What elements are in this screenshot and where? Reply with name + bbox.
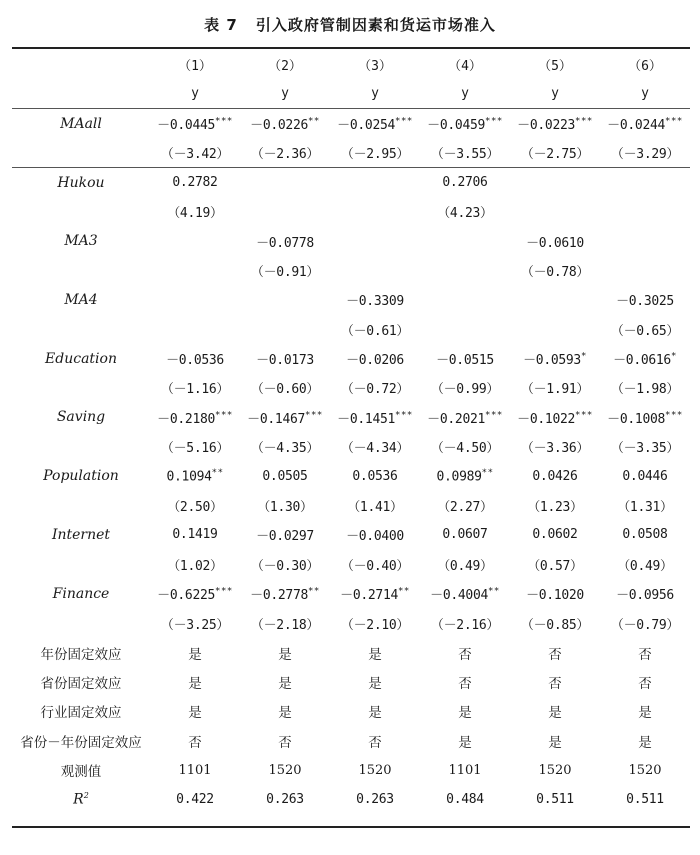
coef-row-hukou — [12, 168, 690, 197]
effect-row — [12, 667, 690, 696]
significance-stars: *** — [665, 116, 683, 127]
tstat-cell: （－2.36） — [250, 147, 320, 163]
tstat-cell: （－3.55） — [430, 147, 500, 163]
coef-cell — [330, 226, 420, 255]
column-number-1: （1） — [178, 59, 212, 75]
effect-value: 是 — [368, 705, 382, 722]
coef-value: －0.2180 — [157, 411, 216, 427]
tstat-cell — [240, 197, 330, 226]
significance-stars: *** — [395, 410, 413, 421]
coef-value: －0.0244 — [607, 118, 666, 134]
observations-row — [12, 755, 690, 784]
empty-label-cell — [12, 138, 150, 167]
tstat-cell: （－2.18） — [250, 617, 320, 633]
tstat-cell: （－3.42） — [160, 147, 230, 163]
tstat-cell: （－0.65） — [610, 323, 680, 339]
coef-cell — [420, 226, 510, 255]
coef-value: 0.0607 — [442, 527, 488, 543]
effect-value: 是 — [548, 705, 562, 722]
significance-stars: ** — [308, 586, 320, 597]
coef-value: 0.0989 — [436, 469, 482, 485]
dep-var-2: y — [281, 86, 289, 102]
tstat-cell: （1.23） — [527, 500, 583, 516]
significance-stars: *** — [215, 410, 233, 421]
table-number: 表 7 — [204, 16, 238, 34]
coef-cell — [330, 109, 420, 138]
effect-value: 否 — [188, 734, 202, 751]
coef-value: －0.0400 — [346, 529, 404, 545]
r-squared-value: 0.263 — [356, 791, 394, 807]
tstat-cell — [510, 315, 600, 344]
tstat-cell: （－3.29） — [610, 147, 680, 163]
coef-value: －0.2714 — [340, 588, 399, 604]
coef-value: －0.0778 — [256, 235, 314, 251]
coef-row-internet — [12, 520, 690, 549]
effect-value: 否 — [548, 646, 562, 663]
coef-cell — [150, 109, 240, 138]
coef-cell — [600, 226, 690, 255]
coef-cell — [600, 461, 690, 490]
significance-stars: * — [670, 351, 677, 362]
r-squared-superscript: 2 — [83, 791, 89, 801]
tstat-cell — [420, 315, 510, 344]
tstat-cell: （－0.78） — [520, 264, 590, 280]
coef-cell — [600, 403, 690, 432]
coef-cell — [150, 520, 240, 549]
tstat-cell: （－0.85） — [520, 617, 590, 633]
effect-value: 否 — [458, 646, 472, 663]
coef-value: －0.0610 — [526, 235, 584, 251]
coef-cell — [240, 109, 330, 138]
effect-value: 是 — [638, 734, 652, 751]
coef-value: －0.1008 — [607, 411, 666, 427]
coef-cell — [420, 520, 510, 549]
coef-value: －0.2778 — [250, 588, 309, 604]
significance-stars: *** — [665, 410, 683, 421]
tstat-cell: （－1.16） — [160, 382, 230, 398]
coef-value: －0.0226 — [250, 118, 309, 134]
coef-cell — [600, 285, 690, 314]
variable-name: Saving — [56, 409, 106, 426]
tstat-cell: （2.27） — [437, 500, 493, 516]
coef-cell — [150, 168, 240, 197]
coef-cell — [510, 579, 600, 608]
coef-cell — [150, 461, 240, 490]
coef-cell — [240, 579, 330, 608]
column-number-6: （6） — [628, 59, 662, 75]
empty-label-cell — [12, 608, 150, 637]
coef-cell — [420, 461, 510, 490]
r-squared-label — [12, 785, 150, 814]
dep-var-6: y — [641, 86, 649, 102]
coef-value: 0.0536 — [352, 468, 398, 484]
effect-value: 否 — [278, 734, 292, 751]
coef-cell — [330, 579, 420, 608]
se-row-education — [12, 373, 690, 402]
coef-value: －0.1451 — [337, 411, 396, 427]
coef-cell — [600, 109, 690, 138]
significance-stars: *** — [305, 410, 323, 421]
effect-value: 是 — [458, 705, 472, 722]
effect-value: 否 — [638, 675, 652, 692]
se-row-ma4 — [12, 315, 690, 344]
coef-value: －0.1467 — [247, 411, 306, 427]
dep-var-1: y — [191, 86, 199, 102]
significance-stars: *** — [575, 410, 593, 421]
coef-value: －0.0223 — [517, 118, 576, 134]
tstat-cell: （－0.99） — [430, 382, 500, 398]
observations-value: 1520 — [628, 762, 662, 778]
coef-value: －0.0173 — [256, 353, 314, 369]
se-row-ma3 — [12, 256, 690, 285]
coef-cell — [600, 520, 690, 549]
tstat-cell: （－4.50） — [430, 441, 500, 457]
coef-value: －0.6225 — [157, 588, 216, 604]
empty-label-cell — [12, 432, 150, 461]
variable-name: Education — [45, 350, 117, 367]
effect-value: 是 — [278, 646, 292, 663]
column-number-4: （4） — [448, 59, 482, 75]
variable-name: Internet — [51, 526, 111, 543]
coef-value: －0.0297 — [256, 529, 314, 545]
coef-cell — [330, 403, 420, 432]
variable-name: MA3 — [64, 233, 98, 250]
table-title: 引入政府管制因素和货运市场准入 — [255, 16, 496, 34]
significance-stars: ** — [481, 468, 494, 478]
effect-value: 是 — [368, 675, 382, 692]
coef-cell — [150, 285, 240, 314]
coef-value: －0.1022 — [517, 411, 576, 427]
coef-value: －0.0515 — [436, 353, 494, 369]
empty-label-cell — [12, 373, 150, 402]
coef-value: 0.0426 — [532, 468, 578, 484]
tstat-cell: （－2.75） — [520, 147, 590, 163]
tstat-cell: （－0.40） — [340, 558, 410, 574]
tstat-cell: （－0.72） — [340, 382, 410, 398]
effect-label: 年份固定效应 — [40, 646, 122, 663]
coef-cell — [240, 344, 330, 373]
r-squared-value: 0.263 — [266, 791, 304, 807]
observations-value: 1520 — [538, 762, 572, 778]
tstat-cell: （－0.61） — [340, 323, 410, 339]
coef-cell — [510, 461, 600, 490]
tstat-cell: （0.49） — [617, 558, 673, 574]
top-rule — [12, 47, 690, 49]
effect-value: 否 — [458, 675, 472, 692]
tstat-cell: （－0.91） — [250, 264, 320, 280]
observations-value: 1101 — [448, 762, 482, 778]
coef-cell — [240, 168, 330, 197]
dep-var-4: y — [461, 86, 469, 102]
coef-cell — [510, 168, 600, 197]
coef-value: －0.0206 — [346, 353, 404, 369]
significance-stars: ** — [308, 116, 320, 127]
coef-cell — [600, 168, 690, 197]
effect-row — [12, 726, 690, 755]
tstat-cell — [330, 256, 420, 285]
tstat-cell: （－1.91） — [520, 382, 590, 398]
coef-cell — [420, 109, 510, 138]
significance-stars: ** — [398, 586, 410, 597]
effect-value: 是 — [188, 705, 202, 722]
header-corner-cell — [12, 79, 150, 108]
coef-row-maall — [12, 109, 690, 138]
tstat-cell — [420, 256, 510, 285]
empty-label-cell — [12, 315, 150, 344]
bottom-rule — [12, 826, 690, 828]
r-squared-row — [12, 785, 690, 814]
tstat-cell: （－4.34） — [340, 441, 410, 457]
coef-cell — [510, 285, 600, 314]
coef-value: 0.0602 — [532, 527, 578, 543]
tstat-cell: （－0.30） — [250, 558, 320, 574]
tstat-cell: （－0.79） — [610, 617, 680, 633]
coef-value: －0.0459 — [427, 118, 486, 134]
r-squared-value: 0.511 — [626, 791, 664, 807]
coef-value: 0.2706 — [442, 175, 488, 190]
column-number-5: （5） — [538, 59, 572, 75]
coef-value: －0.0536 — [166, 353, 224, 369]
coef-cell — [150, 579, 240, 608]
regression-table — [12, 50, 690, 814]
effect-row — [12, 697, 690, 726]
significance-stars: *** — [485, 410, 503, 421]
tstat-cell: （1.02） — [167, 558, 223, 574]
observations-value: 1101 — [178, 762, 212, 778]
r-squared-value: 0.484 — [446, 791, 484, 807]
coef-cell — [510, 520, 600, 549]
observations-value: 1520 — [268, 762, 302, 778]
effect-value: 是 — [188, 675, 202, 692]
coef-value: 0.1094 — [166, 469, 212, 485]
coef-cell — [240, 285, 330, 314]
coef-value: －0.0593 — [523, 353, 581, 369]
coef-cell — [150, 344, 240, 373]
r-squared-value: 0.511 — [536, 791, 574, 807]
coef-value: 0.0505 — [262, 468, 308, 484]
r-squared-symbol: R — [73, 791, 84, 808]
coef-value: 0.2782 — [172, 175, 218, 190]
se-row-maall — [12, 138, 690, 167]
table-caption — [0, 14, 700, 35]
tstat-cell — [600, 256, 690, 285]
effect-value: 否 — [638, 646, 652, 663]
significance-stars: ** — [488, 586, 500, 597]
tstat-cell: （4.23） — [437, 206, 493, 222]
se-row-internet — [12, 550, 690, 579]
coef-row-ma3 — [12, 226, 690, 255]
coef-row-saving — [12, 403, 690, 432]
effect-value: 是 — [458, 734, 472, 751]
variable-name: Finance — [52, 585, 110, 602]
coef-value: －0.1020 — [526, 588, 584, 604]
tstat-cell — [150, 315, 240, 344]
tstat-cell: （－5.16） — [160, 441, 230, 457]
effect-value: 否 — [368, 734, 382, 751]
observations-label: 观测值 — [60, 764, 102, 781]
tstat-cell: （－0.60） — [250, 382, 320, 398]
variable-name: MAall — [12, 109, 150, 138]
effect-value: 否 — [548, 675, 562, 692]
dep-var-3: y — [371, 86, 379, 102]
se-row-population — [12, 491, 690, 520]
dep-var-5: y — [551, 86, 559, 102]
significance-stars: *** — [575, 116, 593, 127]
coef-row-ma4 — [12, 285, 690, 314]
coef-cell — [420, 168, 510, 197]
effect-label: 省份固定效应 — [40, 675, 122, 692]
effect-value: 是 — [368, 646, 382, 663]
header-corner-cell — [12, 50, 150, 79]
coef-value: －0.0956 — [616, 588, 674, 604]
empty-label-cell — [12, 491, 150, 520]
effect-value: 是 — [278, 705, 292, 722]
se-row-saving — [12, 432, 690, 461]
coef-cell — [510, 403, 600, 432]
coef-cell — [600, 579, 690, 608]
coef-value: －0.0445 — [157, 118, 216, 134]
tstat-cell: （－2.16） — [430, 617, 500, 633]
tstat-cell: （1.30） — [257, 500, 313, 516]
empty-label-cell — [12, 256, 150, 285]
tstat-cell: （－2.10） — [340, 617, 410, 633]
coef-value: 0.1419 — [172, 527, 218, 543]
tstat-cell: （－2.95） — [340, 147, 410, 163]
empty-label-cell — [12, 197, 150, 226]
coef-cell — [420, 285, 510, 314]
coef-cell — [240, 461, 330, 490]
header-row-numbers — [12, 50, 690, 79]
coef-cell — [330, 285, 420, 314]
observations-value: 1520 — [358, 762, 392, 778]
coef-cell — [510, 226, 600, 255]
tstat-cell: （1.41） — [347, 500, 403, 516]
significance-stars: *** — [485, 116, 503, 127]
tstat-cell: （－1.98） — [610, 382, 680, 398]
coef-value: 0.0446 — [622, 468, 668, 484]
effect-label: 行业固定效应 — [40, 705, 122, 722]
coef-cell — [330, 168, 420, 197]
effect-value: 是 — [548, 734, 562, 751]
tstat-cell — [600, 197, 690, 226]
tstat-cell: （4.19） — [167, 206, 223, 222]
significance-stars: *** — [395, 116, 413, 127]
coef-cell — [240, 226, 330, 255]
coef-cell — [330, 520, 420, 549]
tstat-cell: （－4.35） — [250, 441, 320, 457]
tstat-cell: （0.57） — [527, 558, 583, 574]
effect-value: 是 — [188, 646, 202, 663]
tstat-cell — [330, 197, 420, 226]
variable-name: MA4 — [64, 291, 98, 308]
coef-cell — [420, 344, 510, 373]
tstat-cell: （2.50） — [167, 500, 223, 516]
variable-name: Population — [43, 468, 119, 485]
tstat-cell: （0.49） — [437, 558, 493, 574]
effect-row — [12, 638, 690, 667]
coef-value: －0.3309 — [346, 294, 404, 310]
coef-cell — [510, 344, 600, 373]
coef-cell — [420, 579, 510, 608]
coef-row-finance — [12, 579, 690, 608]
coef-value: －0.4004 — [430, 588, 489, 604]
coef-value: －0.0254 — [337, 118, 396, 134]
coef-cell — [510, 109, 600, 138]
coef-cell — [240, 403, 330, 432]
tstat-cell — [510, 197, 600, 226]
tstat-cell: （－3.35） — [610, 441, 680, 457]
coef-cell — [420, 403, 510, 432]
coef-value: －0.3025 — [616, 294, 674, 310]
coef-cell — [240, 520, 330, 549]
significance-stars: *** — [215, 116, 233, 127]
coef-row-population — [12, 461, 690, 490]
significance-stars: ** — [211, 468, 224, 478]
effect-label: 省份－年份固定效应 — [20, 734, 142, 751]
tstat-cell: （－3.36） — [520, 441, 590, 457]
significance-stars: *** — [215, 586, 233, 597]
column-number-2: （2） — [268, 59, 302, 75]
effect-value: 是 — [638, 705, 652, 722]
tstat-cell — [240, 315, 330, 344]
coef-cell — [150, 226, 240, 255]
se-row-hukou — [12, 197, 690, 226]
coef-cell — [330, 461, 420, 490]
coef-value: －0.0616 — [613, 353, 671, 369]
header-row-depvar — [12, 79, 690, 108]
coef-value: －0.2021 — [427, 411, 486, 427]
tstat-cell: （1.31） — [617, 500, 673, 516]
column-number-3: （3） — [358, 59, 392, 75]
effect-value: 是 — [278, 675, 292, 692]
variable-name: Hukou — [12, 168, 150, 197]
tstat-cell: （－3.25） — [160, 617, 230, 633]
se-row-finance — [12, 608, 690, 637]
coef-cell — [150, 403, 240, 432]
r-squared-value: 0.422 — [176, 791, 214, 807]
coef-cell — [330, 344, 420, 373]
empty-label-cell — [12, 550, 150, 579]
coef-cell — [600, 344, 690, 373]
coef-value: 0.0508 — [622, 527, 668, 543]
coef-row-education — [12, 344, 690, 373]
tstat-cell — [150, 256, 240, 285]
significance-stars: * — [580, 351, 587, 362]
